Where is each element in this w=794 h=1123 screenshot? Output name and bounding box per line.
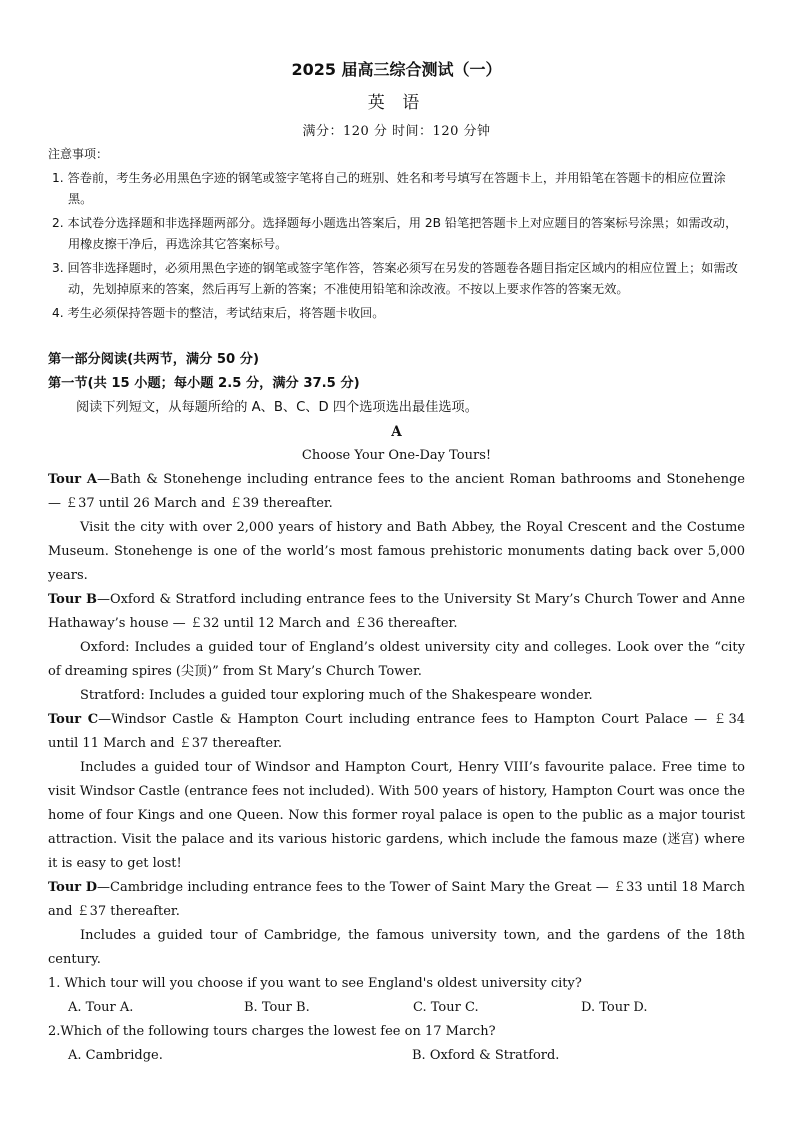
tour-b-line (48, 588, 745, 636)
question-2-stem: 2.Which of the following tours charges the lowest fee on 17 March? (48, 1024, 496, 1039)
notes-heading: 注意事项： (48, 147, 109, 161)
tour-c-line (48, 708, 745, 756)
tour-paragraph: Stratford: Includes a guided tour exploring much of the Shakespeare wonder. (80, 688, 593, 703)
score-time-line: 满分：120 分 时间：120 分钟 (302, 124, 491, 139)
section1-heading: 第一节(共 15 小题；每小题 2.5 分，满分 37.5 分) (48, 376, 360, 391)
tour-desc: —Bath & Stonehenge including entrance fees to the ancient Roman bathrooms and Stonehenge — ￡37 until 26 March and ￡39 thereafter. (48, 472, 745, 511)
tour-label: Tour C (48, 712, 99, 727)
passage-a (48, 420, 745, 972)
tour-desc: —Cambridge including entrance fees to the Tower of Saint Mary the Great — ￡33 until 18 March and ￡37 thereafter. (48, 880, 746, 919)
tour-paragraph: Oxford: Includes a guided tour of England’s oldest university city and colleges. Look over the “city of dreaming spires (尖顶)” from St Mary’s Church Tower. (48, 640, 745, 679)
note-item-4: 4. 考生必须保持答题卡的整洁，考试结束后，将答题卡收回。 (52, 306, 385, 320)
tour-desc: —Windsor Castle & Hampton Court including entrance fees to Hampton Court Palace — ￡34 until 11 March and ￡37 thereafter. (48, 712, 745, 751)
note-item-3: 3. 回答非选择题时，必须用黑色字迹的钢笔或签字笔作答，答案必须写在另发的答题卷各题目指定区域内的相应位置上；如需改动，先划掉原来的答案，然后再写上新的答案；不准使用铅笔和涂改液。不按以上要求作答的答案无效。 (52, 261, 738, 296)
option-a: A. Tour A. (68, 1000, 134, 1015)
part1-heading: 第一部分阅读(共两节，满分 50 分) (48, 352, 260, 367)
note-item-1: 1. 答卷前，考生务必用黑色字迹的钢笔或签字笔将自己的班别、姓名和考号填写在答题卡上，并用铅笔在答题卡的相应位置涂黑。 (52, 171, 726, 206)
note-item-2: 2. 本试卷分选择题和非选择题两部分。选择题每小题选出答案后，用 2B 铅笔把答题卡上对应题目的答案标号涂黑；如需改动，用橡皮擦干净后，再选涂其它答案标号。 (52, 216, 738, 251)
tour-desc: —Oxford & Stratford including entrance fees to the University St Mary’s Church Tower and Anne Hathaway’s house — ￡32 until 12 March and ￡36 thereafter. (48, 592, 746, 631)
tour-paragraph: Visit the city with over 2,000 years of history and Bath Abbey, the Royal Crescent and the Costume Museum. Stonehenge is one of the world’s most famous prehistoric monuments dating back over 5,000 years. (48, 520, 745, 583)
tour-label: Tour B (48, 592, 97, 607)
subject-title: 英 语 (367, 93, 426, 113)
tour-paragraph: Includes a guided tour of Cambridge, the famous university town, and the gardens of the 18th century. (48, 928, 745, 967)
tour-a-line (48, 468, 745, 516)
option-d: D. Tour D. (581, 1000, 648, 1015)
question-1-stem: 1. Which tour will you choose if you want to see England's oldest university city? (48, 976, 582, 991)
tour-paragraph: Includes a guided tour of Windsor and Hampton Court, Henry VIII’s favourite palace. Free time to visit Windsor Castle (entrance fees not included). With 500 years of history, Hampton Court was once the home of four Kings and one Queen. Now this former royal palace is open to the public as a major tourist attraction. Visit the palace and its various historic gardens, which include the famous maze (迷宫) where it is easy to get lost! (48, 760, 745, 871)
question-2-options (48, 1044, 745, 1068)
exam-page (48, 56, 745, 1068)
tour-label: Tour A (48, 472, 97, 487)
passage-letter: A (391, 424, 402, 440)
option-a: A. Cambridge. (68, 1048, 163, 1063)
tour-label: Tour D (48, 880, 98, 895)
option-c: C. Tour C. (413, 1000, 479, 1015)
exam-title: 2025 届高三综合测试（一） (291, 60, 502, 79)
reading-instruction: 阅读下列短文，从每题所给的 A、B、C、D 四个选项选出最佳选项。 (76, 400, 478, 415)
question-1-options (48, 996, 745, 1020)
option-b: B. Tour B. (244, 1000, 310, 1015)
option-b: B. Oxford & Stratford. (412, 1048, 560, 1063)
notes-section (48, 144, 745, 324)
tour-d-line (48, 876, 745, 924)
passage-title: Choose Your One-Day Tours! (301, 448, 492, 463)
